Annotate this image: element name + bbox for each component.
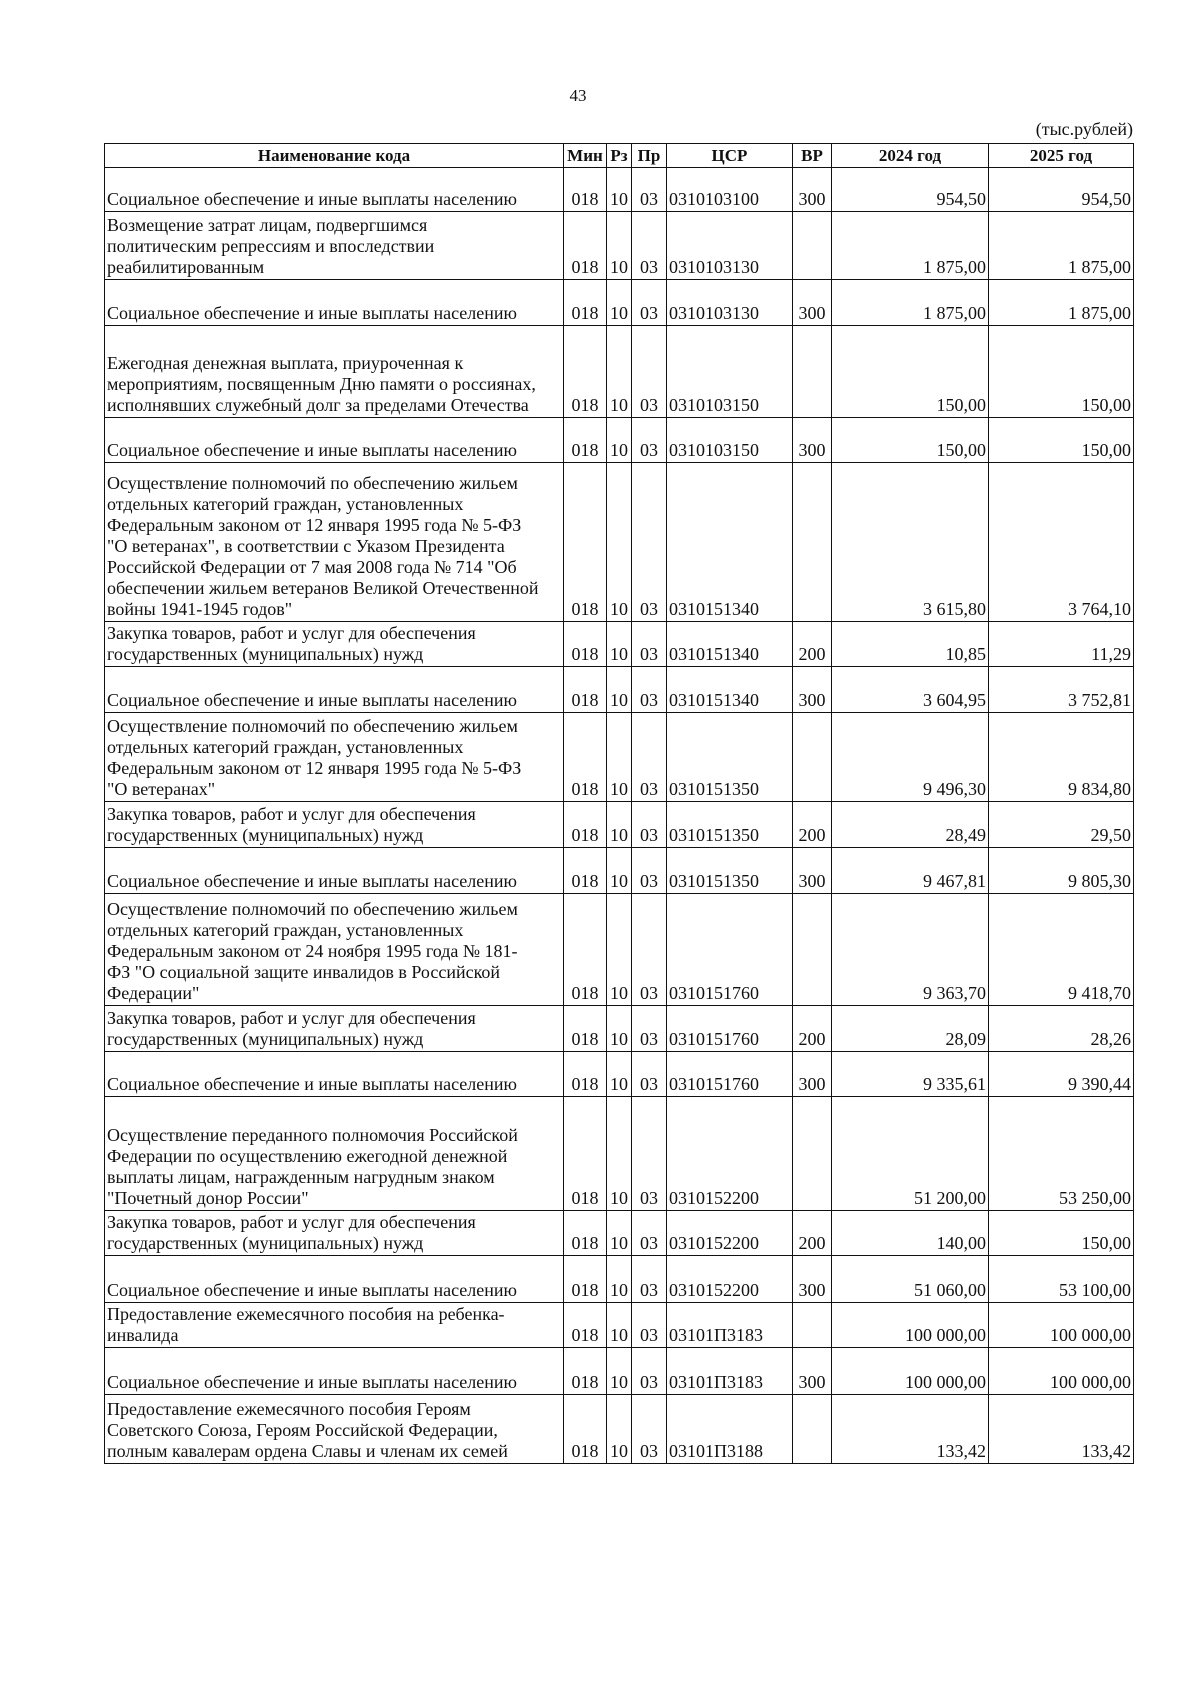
vr-cell: 300 [793,280,832,326]
csr-cell: 0310151340 [667,667,793,713]
pr-cell: 03 [632,1211,667,1256]
amount-2024-cell: 9 496,30 [832,713,989,802]
table-row [105,802,1134,848]
csr-cell: 0310103100 [667,168,793,212]
csr-cell: 0310151350 [667,848,793,894]
csr-cell: 0310152200 [667,1211,793,1256]
row-name-cell: Ежегодная денежная выплата, приуроченная к мероприятиям, посвященным Дню памяти о россиянах, исполнявших служебный долг за пределами Отечества [105,326,564,418]
rz-cell: 10 [607,713,632,802]
min-cell: 018 [564,1097,607,1211]
pr-cell: 03 [632,463,667,622]
csr-cell: 0310151350 [667,802,793,848]
pr-cell: 03 [632,1097,667,1211]
amount-2024-cell: 1 875,00 [832,212,989,280]
rz-cell: 10 [607,463,632,622]
pr-cell: 03 [632,622,667,667]
header-pr: Пр [632,144,667,168]
amount-2025-cell: 53 250,00 [989,1097,1134,1211]
table-row [105,1348,1134,1395]
amount-2025-cell: 954,50 [989,168,1134,212]
amount-2024-cell: 140,00 [832,1211,989,1256]
header-vr: ВР [793,144,832,168]
min-cell: 018 [564,418,607,463]
amount-2024-cell: 954,50 [832,168,989,212]
table-row [105,326,1134,418]
table-row [105,713,1134,802]
rz-cell: 10 [607,280,632,326]
row-name-cell: Осуществление полномочий по обеспечению жильем отдельных категорий граждан, установленных Федеральным законом от 24 ноября 1995 года № 181- ФЗ "О социальной защите инвалидов в Российской Федерации" [105,894,564,1006]
rz-cell: 10 [607,1256,632,1303]
csr-cell: 0310151760 [667,1052,793,1097]
vr-cell: 300 [793,168,832,212]
amount-2025-cell: 150,00 [989,418,1134,463]
csr-cell: 0310151760 [667,1006,793,1052]
vr-cell: 200 [793,1211,832,1256]
pr-cell: 03 [632,418,667,463]
amount-2024-cell: 150,00 [832,326,989,418]
min-cell: 018 [564,894,607,1006]
vr-cell [793,1303,832,1348]
header-min: Мин [564,144,607,168]
row-name-cell: Социальное обеспечение и иные выплаты населению [105,667,564,713]
pr-cell: 03 [632,713,667,802]
min-cell: 018 [564,667,607,713]
min-cell: 018 [564,168,607,212]
rz-cell: 10 [607,894,632,1006]
vr-cell: 300 [793,667,832,713]
vr-cell: 200 [793,802,832,848]
amount-2024-cell: 3 615,80 [832,463,989,622]
table-row [105,667,1134,713]
row-name-cell: Социальное обеспечение и иные выплаты населению [105,1348,564,1395]
pr-cell: 03 [632,280,667,326]
amount-2025-cell: 100 000,00 [989,1303,1134,1348]
vr-cell: 300 [793,1052,832,1097]
vr-cell: 300 [793,1348,832,1395]
page-number: 43 [569,86,587,105]
csr-cell: 03101П3188 [667,1395,793,1464]
min-cell: 018 [564,1395,607,1464]
table-row [105,1052,1134,1097]
amount-2024-cell: 9 467,81 [832,848,989,894]
row-name-cell: Осуществление полномочий по обеспечению жильем отдельных категорий граждан, установленных Федеральным законом от 12 января 1995 года № 5-ФЗ "О ветеранах", в соответствии с Указом Президента Российской Федерации от 7 мая 2008 года № 714 "Об обеспечении жильем ветеранов Великой Отечественной войны 1941-1945 годов" [105,463,564,622]
rz-cell: 10 [607,802,632,848]
csr-cell: 0310152200 [667,1256,793,1303]
row-name-cell: Возмещение затрат лицам, подвергшимся политическим репрессиям и впоследствии реабилитированным [105,212,564,280]
csr-cell: 0310151340 [667,622,793,667]
amount-2025-cell: 53 100,00 [989,1256,1134,1303]
rz-cell: 10 [607,1348,632,1395]
pr-cell: 03 [632,1348,667,1395]
amount-2025-cell: 3 752,81 [989,667,1134,713]
rz-cell: 10 [607,848,632,894]
vr-cell: 200 [793,622,832,667]
vr-cell [793,1395,832,1464]
vr-cell [793,463,832,622]
min-cell: 018 [564,326,607,418]
amount-2025-cell: 9 418,70 [989,894,1134,1006]
min-cell: 018 [564,622,607,667]
pr-cell: 03 [632,326,667,418]
csr-cell: 0310151760 [667,894,793,1006]
pr-cell: 03 [632,1006,667,1052]
row-name-cell: Закупка товаров, работ и услуг для обеспечения государственных (муниципальных) нужд [105,802,564,848]
vr-cell [793,894,832,1006]
row-name-cell: Социальное обеспечение и иные выплаты населению [105,168,564,212]
amount-2024-cell: 28,49 [832,802,989,848]
amount-2025-cell: 9 805,30 [989,848,1134,894]
row-name-cell: Социальное обеспечение и иные выплаты населению [105,280,564,326]
min-cell: 018 [564,1006,607,1052]
csr-cell: 0310103130 [667,212,793,280]
min-cell: 018 [564,1211,607,1256]
amount-2024-cell: 3 604,95 [832,667,989,713]
row-name-cell: Социальное обеспечение и иные выплаты населению [105,1256,564,1303]
amount-2024-cell: 1 875,00 [832,280,989,326]
min-cell: 018 [564,713,607,802]
table-row [105,1256,1134,1303]
amount-2025-cell: 150,00 [989,326,1134,418]
rz-cell: 10 [607,1052,632,1097]
amount-2024-cell: 51 060,00 [832,1256,989,1303]
table-row [105,1395,1134,1464]
vr-cell: 300 [793,1256,832,1303]
amount-2025-cell: 150,00 [989,1211,1134,1256]
min-cell: 018 [564,1052,607,1097]
row-name-cell: Закупка товаров, работ и услуг для обеспечения государственных (муниципальных) нужд [105,1211,564,1256]
csr-cell: 0310152200 [667,1097,793,1211]
pr-cell: 03 [632,212,667,280]
min-cell: 018 [564,280,607,326]
min-cell: 018 [564,1303,607,1348]
amount-2024-cell: 150,00 [832,418,989,463]
vr-cell [793,326,832,418]
pr-cell: 03 [632,1303,667,1348]
vr-cell [793,713,832,802]
row-name-cell: Осуществление полномочий по обеспечению жильем отдельных категорий граждан, установленных Федеральным законом от 12 января 1995 года № 5-ФЗ "О ветеранах" [105,713,564,802]
header-csr: ЦСР [667,144,793,168]
units-note: (тыс.рублей) [1035,119,1133,139]
rz-cell: 10 [607,326,632,418]
vr-cell: 300 [793,848,832,894]
amount-2025-cell: 28,26 [989,1006,1134,1052]
rz-cell: 10 [607,1097,632,1211]
table-row [105,212,1134,280]
pr-cell: 03 [632,848,667,894]
amount-2024-cell: 9 335,61 [832,1052,989,1097]
table-row [105,418,1134,463]
header-row [105,144,1134,168]
csr-cell: 0310151350 [667,713,793,802]
row-name-cell: Социальное обеспечение и иные выплаты населению [105,848,564,894]
csr-cell: 03101П3183 [667,1348,793,1395]
rz-cell: 10 [607,212,632,280]
rz-cell: 10 [607,1303,632,1348]
amount-2024-cell: 100 000,00 [832,1303,989,1348]
amount-2024-cell: 133,42 [832,1395,989,1464]
pr-cell: 03 [632,1395,667,1464]
amount-2025-cell: 100 000,00 [989,1348,1134,1395]
table-row [105,1211,1134,1256]
row-name-cell: Социальное обеспечение и иные выплаты населению [105,1052,564,1097]
pr-cell: 03 [632,168,667,212]
amount-2025-cell: 9 834,80 [989,713,1134,802]
min-cell: 018 [564,802,607,848]
table-row [105,280,1134,326]
row-name-cell: Предоставление ежемесячного пособия на ребенка- инвалида [105,1303,564,1348]
amount-2025-cell: 1 875,00 [989,280,1134,326]
table-row [105,894,1134,1006]
header-2024: 2024 год [832,144,989,168]
row-name-cell: Социальное обеспечение и иные выплаты населению [105,418,564,463]
rz-cell: 10 [607,667,632,713]
row-name-cell: Предоставление ежемесячного пособия Героям Советского Союза, Героям Российской Федерации, полным кавалерам ордена Славы и членам их семей [105,1395,564,1464]
min-cell: 018 [564,212,607,280]
pr-cell: 03 [632,667,667,713]
amount-2024-cell: 9 363,70 [832,894,989,1006]
csr-cell: 0310103150 [667,326,793,418]
vr-cell: 300 [793,418,832,463]
amount-2025-cell: 3 764,10 [989,463,1134,622]
row-name-cell: Осуществление переданного полномочия Российской Федерации по осуществлению ежегодной денежной выплаты лицам, награжденным нагрудным знаком "Почетный донор России" [105,1097,564,1211]
pr-cell: 03 [632,802,667,848]
rz-cell: 10 [607,1211,632,1256]
rz-cell: 10 [607,418,632,463]
amount-2025-cell: 1 875,00 [989,212,1134,280]
csr-cell: 0310103130 [667,280,793,326]
table-row [105,1303,1134,1348]
vr-cell: 200 [793,1006,832,1052]
row-name-cell: Закупка товаров, работ и услуг для обеспечения государственных (муниципальных) нужд [105,1006,564,1052]
min-cell: 018 [564,848,607,894]
table-row [105,168,1134,212]
amount-2024-cell: 28,09 [832,1006,989,1052]
table-row [105,1097,1134,1211]
table-row [105,622,1134,667]
pr-cell: 03 [632,1256,667,1303]
amount-2025-cell: 11,29 [989,622,1134,667]
header-2025: 2025 год [989,144,1134,168]
csr-cell: 0310103150 [667,418,793,463]
amount-2025-cell: 29,50 [989,802,1134,848]
amount-2025-cell: 133,42 [989,1395,1134,1464]
min-cell: 018 [564,463,607,622]
csr-cell: 0310151340 [667,463,793,622]
table-row [105,848,1134,894]
table-row [105,463,1134,622]
header-rz: Рз [607,144,632,168]
rz-cell: 10 [607,1006,632,1052]
amount-2025-cell: 9 390,44 [989,1052,1134,1097]
pr-cell: 03 [632,894,667,1006]
rz-cell: 10 [607,1395,632,1464]
csr-cell: 03101П3183 [667,1303,793,1348]
rz-cell: 10 [607,168,632,212]
amount-2024-cell: 10,85 [832,622,989,667]
amount-2024-cell: 51 200,00 [832,1097,989,1211]
header-name: Наименование кода [105,144,564,168]
vr-cell [793,1097,832,1211]
rz-cell: 10 [607,622,632,667]
table-row [105,1006,1134,1052]
amount-2024-cell: 100 000,00 [832,1348,989,1395]
vr-cell [793,212,832,280]
budget-table [104,143,1134,1464]
pr-cell: 03 [632,1052,667,1097]
min-cell: 018 [564,1348,607,1395]
min-cell: 018 [564,1256,607,1303]
row-name-cell: Закупка товаров, работ и услуг для обеспечения государственных (муниципальных) нужд [105,622,564,667]
